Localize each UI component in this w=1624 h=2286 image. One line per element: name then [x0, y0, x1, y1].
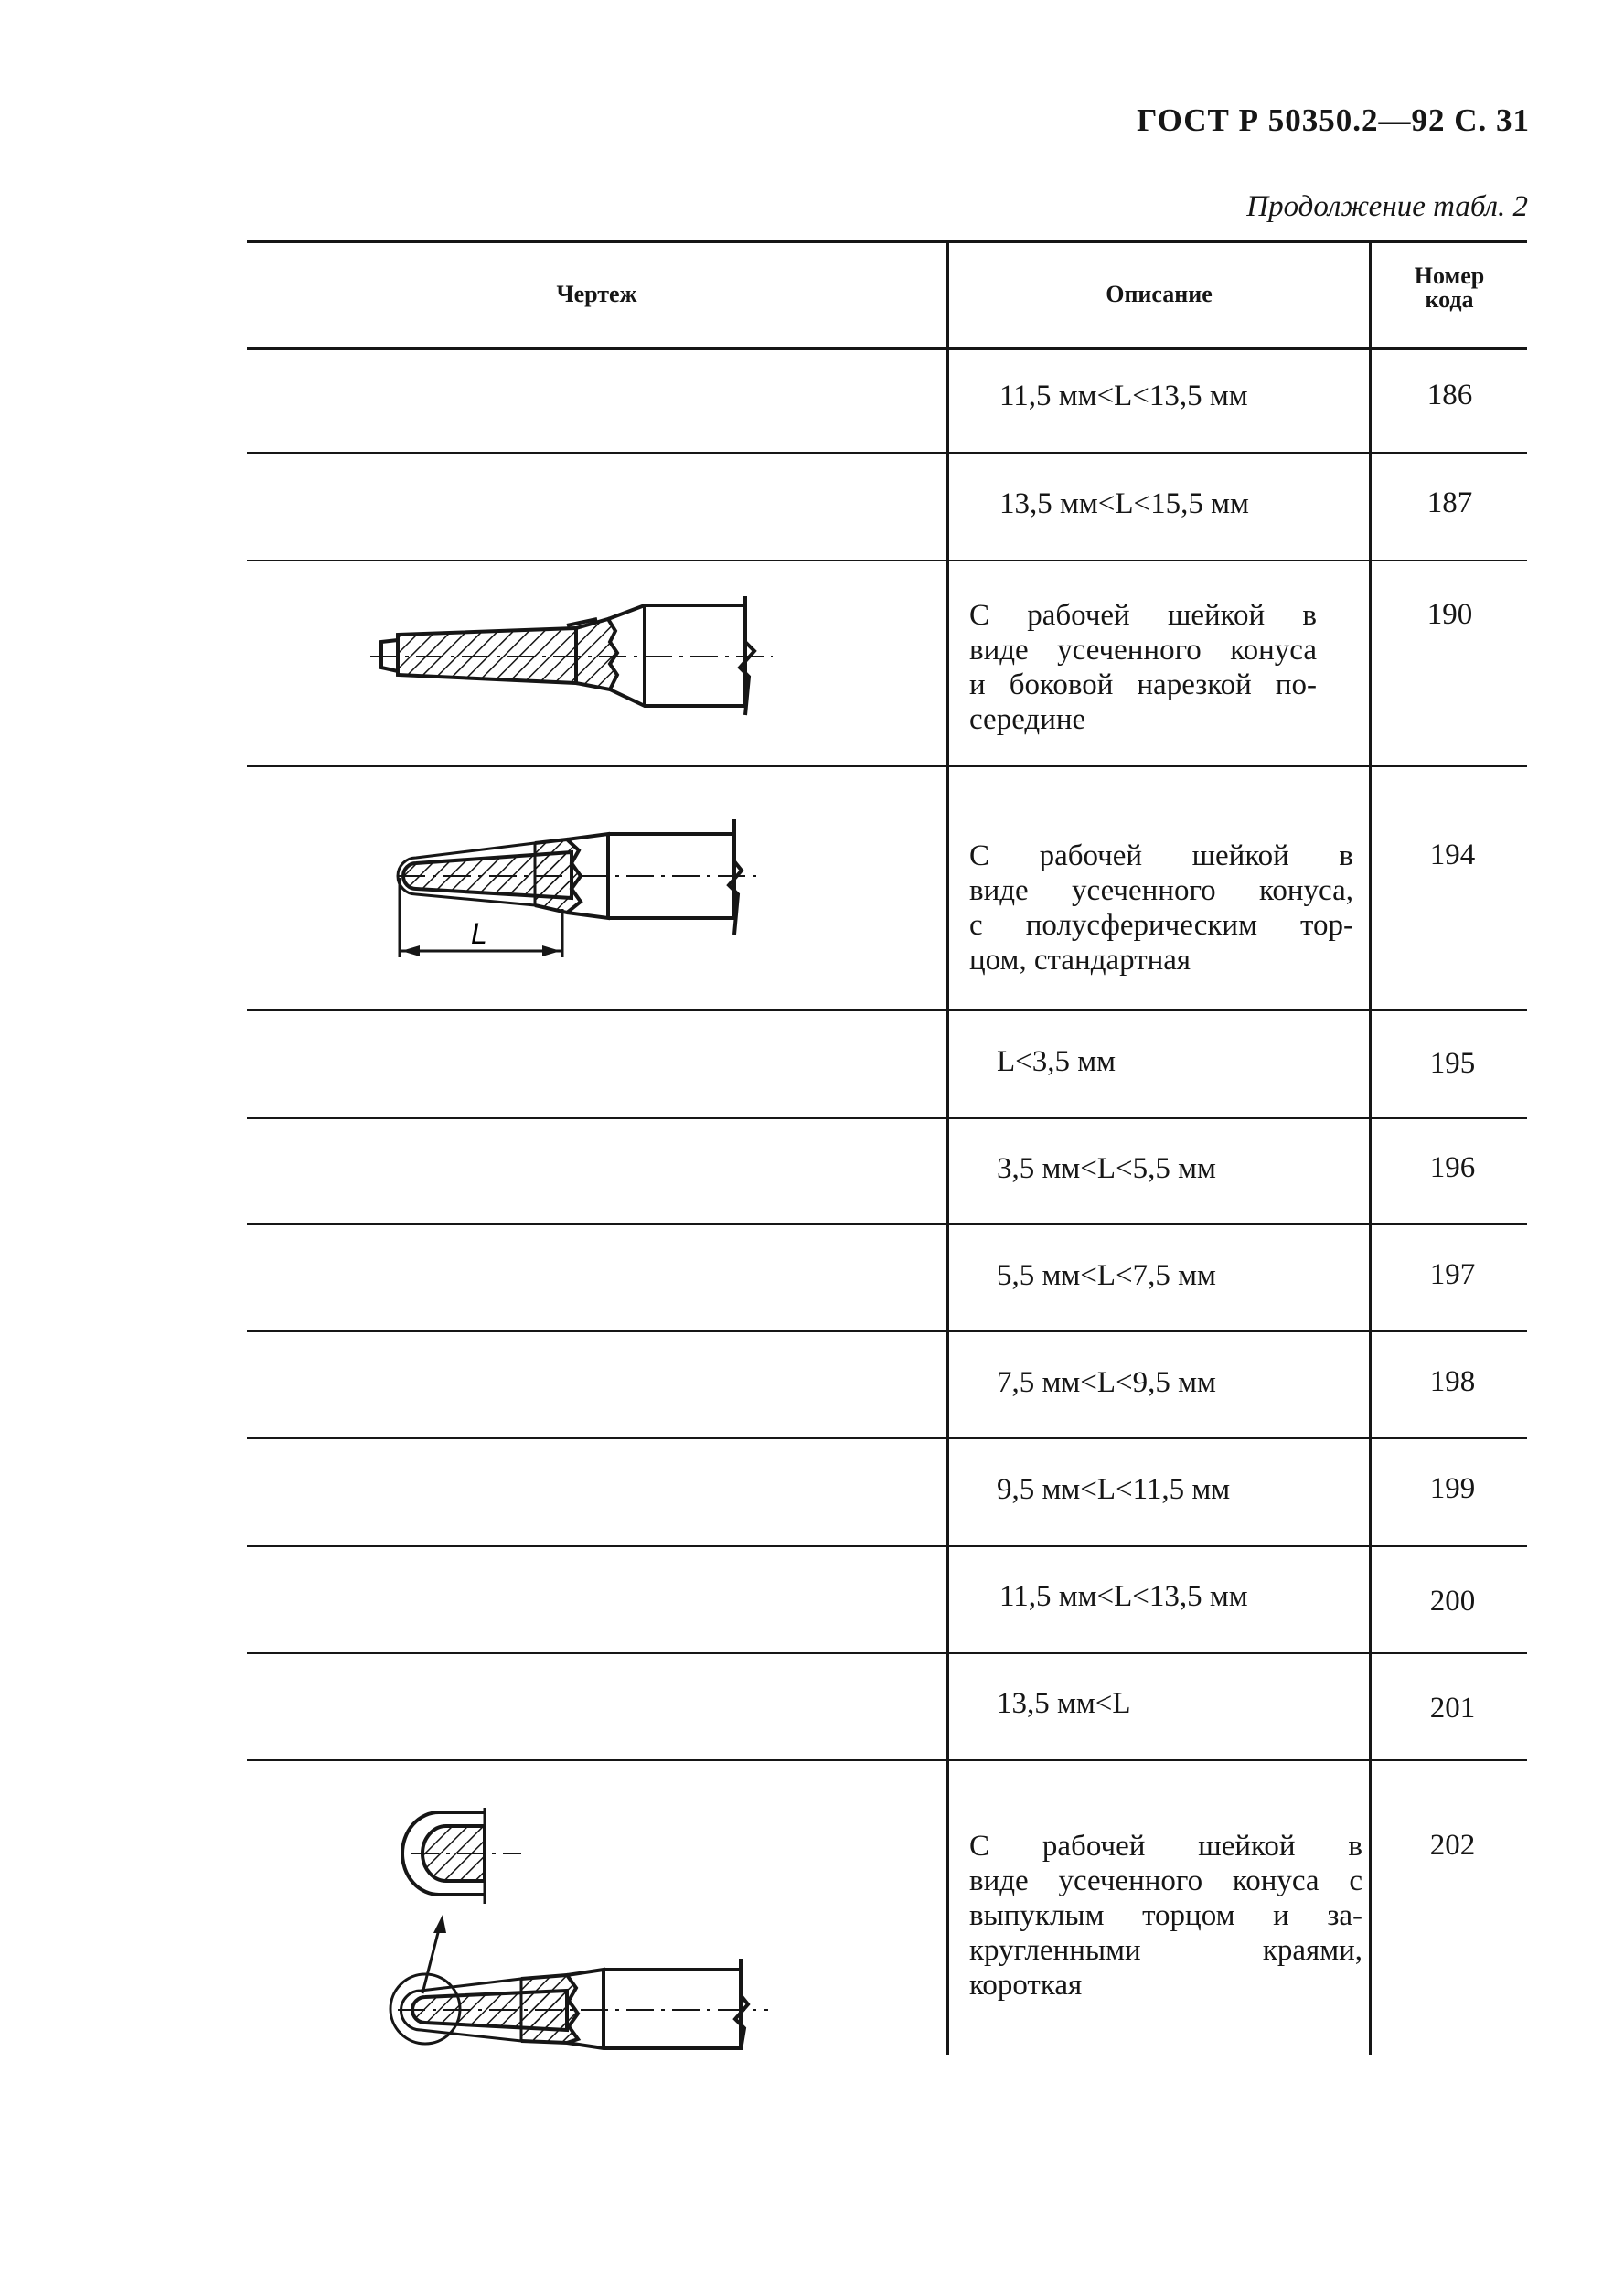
column-header-code-line2: кода	[1425, 286, 1474, 313]
desc-line: С рабочей шейкой в	[969, 599, 1317, 632]
row-202-description	[969, 1829, 1362, 2003]
row-200-description: 11,5 мм<L<13,5 мм	[999, 1580, 1248, 1613]
row-194-code: 194	[1429, 839, 1476, 871]
row-separator	[247, 1117, 1527, 1119]
code-table	[247, 240, 1527, 2055]
row-198-code: 198	[1429, 1365, 1476, 1398]
column-header-code-line1: Номер	[1414, 262, 1485, 289]
desc-line: и боковой нарезкой по-	[969, 668, 1317, 701]
row-196-description: 3,5 мм<L<5,5 мм	[997, 1152, 1216, 1185]
desc-line: виде усеченного конуса,	[969, 874, 1353, 907]
desc-line: середине	[969, 703, 1086, 736]
row-190-description	[969, 598, 1317, 737]
row-195-description: L<3,5 мм	[997, 1045, 1116, 1078]
desc-line: С рабочей шейкой в	[969, 1830, 1362, 1863]
row-199-code: 199	[1429, 1472, 1476, 1505]
column-header-code	[1372, 264, 1527, 312]
row-186-code: 186	[1426, 379, 1473, 411]
table-top-rule	[247, 240, 1527, 243]
column-header-description: Описание	[1106, 281, 1213, 307]
drawing-truncated-cone-convex-end-rounded-edges	[384, 1785, 814, 2050]
column-header-drawing: Чертеж	[556, 281, 637, 307]
page-reference: ГОСТ Р 50350.2—92 С. 31	[1137, 102, 1530, 138]
desc-line: кругленными краями,	[969, 1934, 1362, 1967]
row-separator	[247, 1330, 1527, 1332]
row-201-description: 13,5 мм<L	[997, 1687, 1131, 1720]
row-separator	[247, 1652, 1527, 1654]
row-200-code: 200	[1429, 1585, 1476, 1618]
column-rule-2	[1369, 240, 1372, 2055]
header-bottom-rule	[247, 347, 1527, 350]
desc-line: виде усеченного конуса	[969, 634, 1317, 667]
row-198-description: 7,5 мм<L<9,5 мм	[997, 1366, 1216, 1399]
drawing-truncated-cone-side-thread	[370, 587, 791, 724]
row-separator	[247, 560, 1527, 561]
desc-line: с полусферическим тор-	[969, 909, 1353, 942]
row-190-code: 190	[1426, 598, 1473, 631]
row-separator	[247, 1759, 1527, 1761]
row-separator	[247, 1223, 1527, 1225]
row-196-code: 196	[1429, 1151, 1476, 1184]
row-195-code: 195	[1429, 1047, 1476, 1080]
desc-line: С рабочей шейкой в	[969, 839, 1353, 872]
row-199-description: 9,5 мм<L<11,5 мм	[997, 1473, 1231, 1506]
row-separator	[247, 1545, 1527, 1547]
row-202-code: 202	[1429, 1829, 1476, 1862]
drawing-truncated-cone-hemispherical-end	[379, 807, 818, 971]
row-separator	[247, 452, 1527, 454]
row-186-description: 11,5 мм<L<13,5 мм	[999, 379, 1248, 412]
table-continuation-label: Продолжение табл. 2	[1246, 190, 1528, 223]
row-187-description: 13,5 мм<L<15,5 мм	[999, 487, 1249, 520]
row-197-description: 5,5 мм<L<7,5 мм	[997, 1259, 1216, 1292]
row-194-description	[969, 839, 1353, 977]
desc-line: выпуклым торцом и за-	[969, 1899, 1362, 1932]
drawing-dimension-label: L	[471, 917, 487, 950]
desc-line: виде усеченного конуса с	[969, 1864, 1362, 1897]
row-187-code: 187	[1426, 486, 1473, 519]
desc-line: цом, стандартная	[969, 944, 1191, 977]
row-separator	[247, 1009, 1527, 1011]
row-201-code: 201	[1429, 1692, 1476, 1725]
desc-line: короткая	[969, 1969, 1083, 2002]
column-rule-1	[946, 240, 949, 2055]
row-separator	[247, 1437, 1527, 1439]
row-separator	[247, 765, 1527, 767]
row-197-code: 197	[1429, 1258, 1476, 1291]
